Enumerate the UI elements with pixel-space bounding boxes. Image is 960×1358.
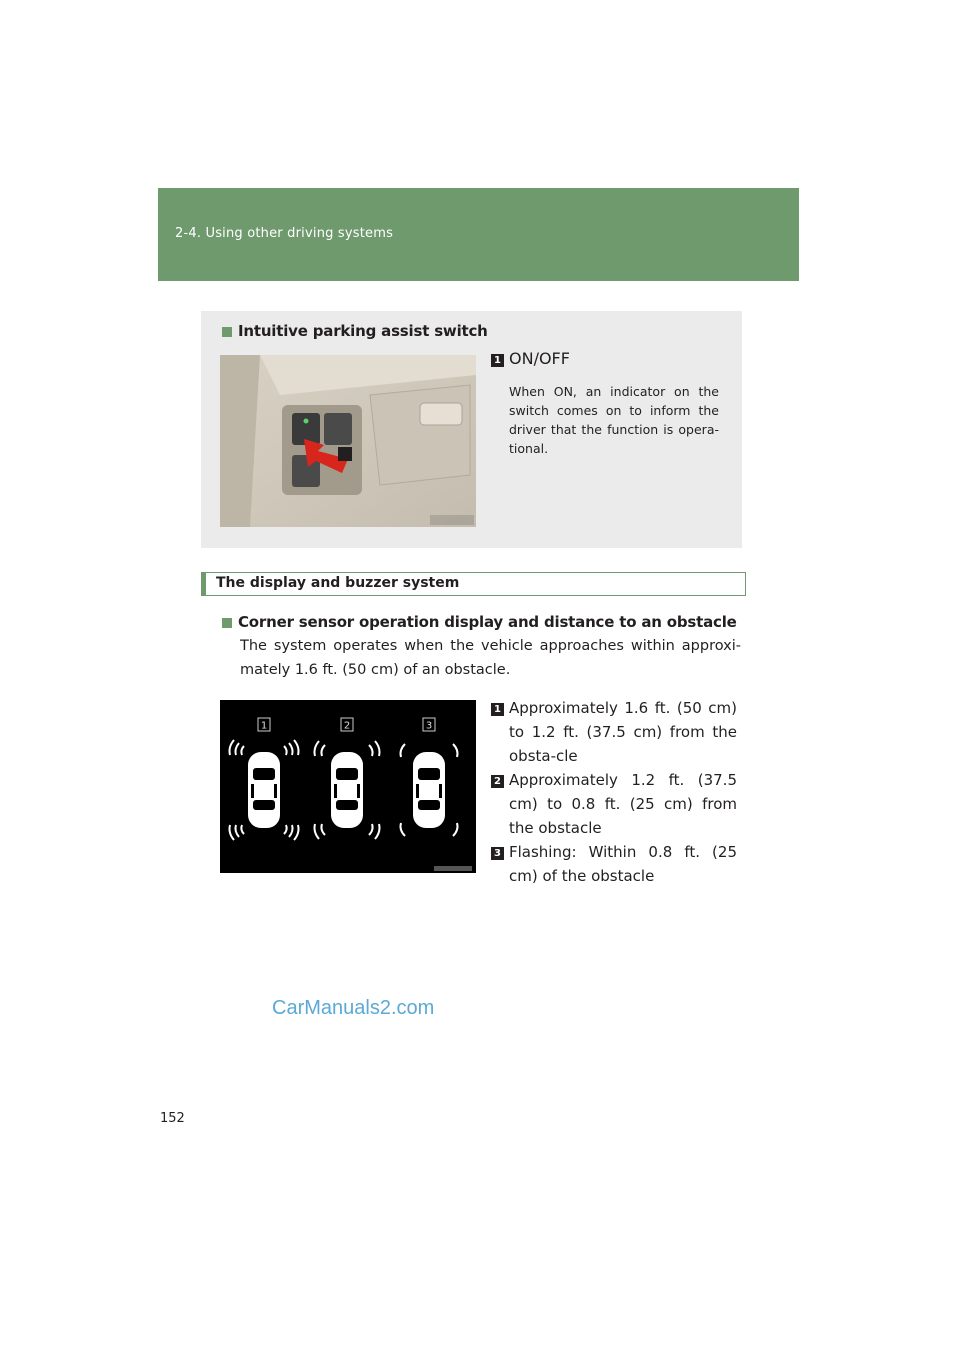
item-text-1: Approximately 1.6 ft. (50 cm) to 1.2 ft. (37.5 cm) from the obsta-cle bbox=[509, 699, 737, 765]
watermark-logo: CarManuals2.com bbox=[272, 997, 435, 1019]
switch-item-description: When ON, an indicator on the switch comes on to inform the driver that the function is opera-tional. bbox=[509, 384, 719, 456]
switch-item-label: ON/OFF bbox=[509, 349, 570, 368]
parking-assist-switch-photo bbox=[220, 355, 476, 527]
display-subheading bbox=[222, 613, 737, 631]
chapter-title: 2-4. Using other driving systems bbox=[175, 226, 394, 241]
switch-box-heading bbox=[222, 322, 488, 340]
square-bullet-icon bbox=[222, 327, 232, 337]
item-number-badge-3: 3 bbox=[491, 847, 504, 860]
switch-box-heading-text: Intuitive parking assist switch bbox=[238, 322, 488, 340]
square-bullet-icon bbox=[222, 618, 232, 628]
diagram-label-3: 3 bbox=[425, 720, 433, 732]
item-text-3: Flashing: Within 0.8 ft. (25 cm) of the obstacle bbox=[509, 843, 737, 885]
corner-sensor-display-diagram bbox=[220, 700, 476, 873]
display-paragraph: The system operates when the vehicle approaches within approxi-mately 1.6 ft. (50 cm) of an obstacle. bbox=[240, 638, 741, 678]
section-title: The display and buzzer system bbox=[216, 575, 460, 591]
item-number-badge-2: 2 bbox=[491, 775, 504, 788]
item-text-2: Approximately 1.2 ft. (37.5 cm) to 0.8 ft. (25 cm) from the obstacle bbox=[509, 771, 737, 837]
callout-number-badge: 1 bbox=[491, 354, 504, 367]
diagram-label-1: 1 bbox=[260, 720, 268, 732]
diagram-label-2: 2 bbox=[343, 720, 351, 732]
display-subheading-text: Corner sensor operation display and distance to an obstacle bbox=[238, 613, 737, 631]
item-number-badge-1: 1 bbox=[491, 703, 504, 716]
page-number: 152 bbox=[160, 1111, 185, 1126]
